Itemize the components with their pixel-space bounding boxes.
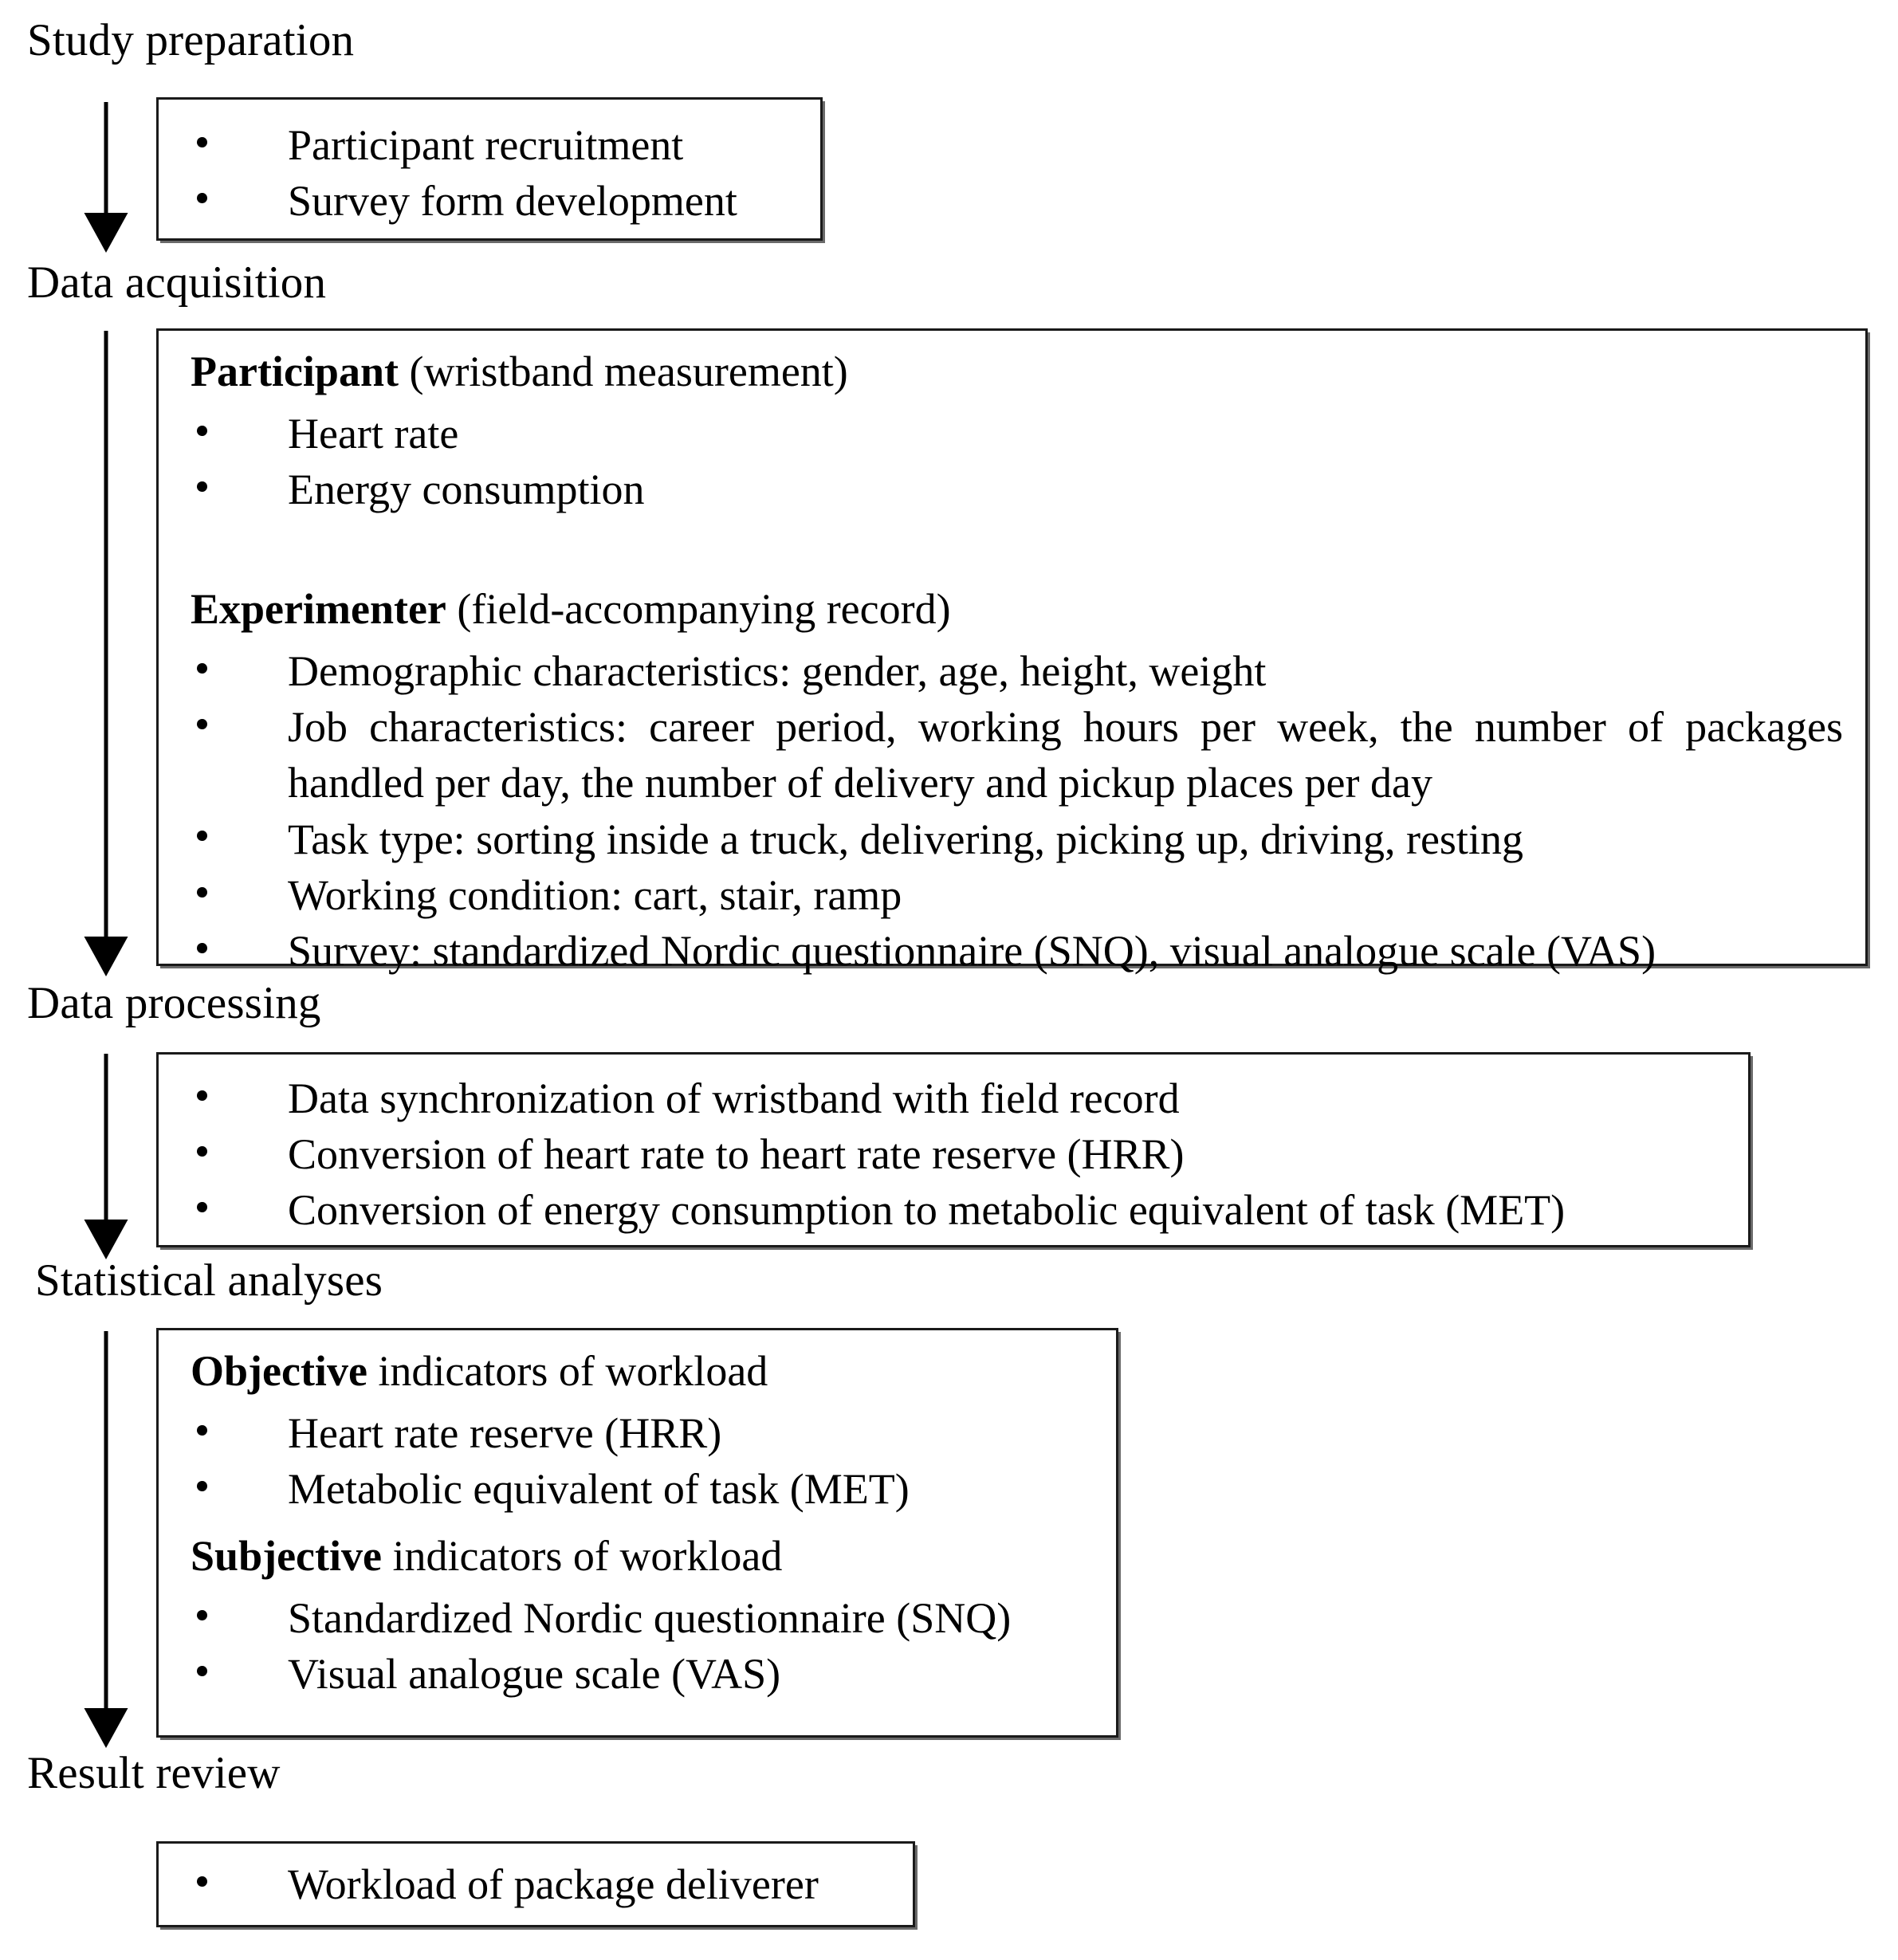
bullet-dot-icon — [197, 1146, 207, 1157]
list-item — [191, 1461, 1100, 1517]
list-participant — [191, 406, 1841, 517]
box-statistical-analyses — [156, 1328, 1118, 1738]
bullet-dot-icon — [197, 719, 207, 729]
stage-label-data-acquisition: Data acquisition — [27, 257, 327, 308]
list-study-preparation — [191, 117, 804, 229]
list-item-label: Heart rate — [288, 410, 459, 458]
list-item — [191, 117, 804, 173]
list-result-review — [191, 1856, 897, 1912]
list-item-label: Demographic characteristics: gender, age, height, weight — [288, 647, 1267, 695]
stage-label-result-review: Result review — [27, 1748, 281, 1798]
list-item-label: Survey form development — [288, 177, 737, 226]
heading-experimenter-strong: Experimenter — [191, 585, 446, 633]
bullet-dot-icon — [197, 137, 207, 147]
list-item — [191, 1126, 1732, 1182]
heading-subjective-strong: Subjective — [191, 1532, 382, 1580]
bullet-dot-icon — [197, 887, 207, 898]
box-study-preparation — [156, 97, 823, 241]
list-item — [191, 643, 1843, 699]
list-data-processing — [191, 1070, 1732, 1239]
list-item — [191, 1590, 1100, 1646]
bullet-dot-icon — [197, 663, 207, 674]
heading-objective-rest: indicators of workload — [367, 1347, 768, 1395]
list-item-label: Workload of package deliverer — [288, 1860, 819, 1908]
list-item — [191, 1182, 1732, 1238]
heading-objective — [191, 1346, 768, 1397]
list-item-label: Conversion of heart rate to heart rate reserve (HRR) — [288, 1130, 1185, 1179]
bullet-dot-icon — [197, 193, 207, 203]
list-item-label: Energy consumption — [288, 465, 645, 514]
bullet-dot-icon — [197, 1425, 207, 1436]
list-item — [191, 699, 1843, 811]
bullet-dot-icon — [197, 1876, 207, 1887]
heading-objective-strong: Objective — [191, 1347, 367, 1395]
heading-participant-rest: (wristband measurement) — [398, 348, 848, 395]
heading-subjective-rest: indicators of workload — [381, 1532, 783, 1580]
list-item-label: Survey: standardized Nordic questionnaire (SNQ), visual analogue scale (VAS) — [288, 926, 1656, 975]
list-item-label: Participant recruitment — [288, 121, 684, 169]
bullet-dot-icon — [197, 1610, 207, 1620]
list-item-label: Job characteristics: career period, working hours per week, the number of packages handled per day, the number of delivery and pickup places per day — [288, 703, 1843, 807]
stage-label-statistical-analyses: Statistical analyses — [35, 1255, 383, 1306]
list-item — [191, 1070, 1732, 1126]
list-item-label: Data synchronization of wristband with field record — [288, 1074, 1180, 1122]
list-item-label: Task type: sorting inside a truck, delivering, picking up, driving, resting — [288, 815, 1523, 863]
stage-label-study-preparation: Study preparation — [27, 15, 355, 65]
list-item-label: Visual analogue scale (VAS) — [288, 1650, 781, 1699]
bullet-dot-icon — [197, 426, 207, 436]
list-item-label: Metabolic equivalent of task (MET) — [288, 1465, 910, 1514]
list-item-label: Working condition: cart, stair, ramp — [288, 870, 902, 919]
box-result-review — [156, 1841, 915, 1927]
list-item — [191, 867, 1843, 923]
bullet-dot-icon — [197, 1666, 207, 1676]
bullet-dot-icon — [197, 943, 207, 953]
list-item-label: Standardized Nordic questionnaire (SNQ) — [288, 1594, 1012, 1642]
list-item — [191, 406, 1841, 462]
list-subjective — [191, 1590, 1100, 1702]
list-experimenter — [191, 643, 1843, 979]
heading-experimenter-rest: (field-accompanying record) — [446, 585, 951, 633]
heading-subjective — [191, 1531, 782, 1582]
bullet-dot-icon — [197, 831, 207, 841]
list-item — [191, 1856, 897, 1912]
list-objective — [191, 1405, 1100, 1517]
bullet-dot-icon — [197, 1481, 207, 1491]
list-item — [191, 1646, 1100, 1702]
bullet-dot-icon — [197, 1090, 207, 1101]
list-item-label: Conversion of energy consumption to metabolic equivalent of task (MET) — [288, 1186, 1566, 1235]
list-item — [191, 923, 1843, 979]
bullet-dot-icon — [197, 1202, 207, 1212]
list-item — [191, 1405, 1100, 1461]
box-data-processing — [156, 1052, 1751, 1247]
heading-experimenter — [191, 584, 951, 635]
stage-label-data-processing: Data processing — [27, 978, 321, 1028]
heading-participant — [191, 347, 848, 398]
bullet-dot-icon — [197, 481, 207, 492]
heading-participant-strong: Participant — [191, 348, 399, 395]
list-item — [191, 462, 1841, 517]
list-item-label: Heart rate reserve (HRR) — [288, 1409, 722, 1457]
list-item — [191, 811, 1843, 867]
box-data-acquisition — [156, 328, 1868, 975]
list-item — [191, 173, 804, 229]
